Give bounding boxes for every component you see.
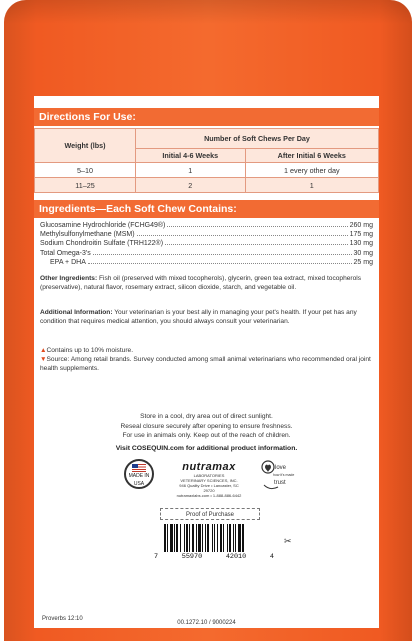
love-trust-logo xyxy=(260,459,296,493)
ingredient-name: Total Omega-3's xyxy=(40,249,91,257)
nutramax-sub2: VETERINARY SCIENCES, INC. xyxy=(180,478,238,483)
visit-website-text: Visit COSEQUIN.com for additional product information. xyxy=(115,445,298,452)
weight-cell: 5–10 xyxy=(35,163,136,178)
barcode-group-2: 42010 xyxy=(225,553,247,561)
made-in-usa-seal xyxy=(124,459,154,489)
storage-line: Reseal closure securely after opening to ensure freshness. xyxy=(120,422,293,430)
footnote-text: Contains up to 10% moisture. xyxy=(46,347,134,354)
ingredient-amount: 30 mg xyxy=(353,249,373,257)
love-text: love xyxy=(275,465,287,471)
table-row xyxy=(35,163,379,178)
directions-header: Directions For Use: xyxy=(34,108,379,126)
ingredient-name: Glucosamine Hydrochloride (FCHG49®) xyxy=(40,222,166,229)
additional-information xyxy=(40,308,375,326)
storage-line: Store in a cool, dry area out of direct sunlight. xyxy=(140,413,273,420)
table-row xyxy=(35,178,379,193)
dot-leader xyxy=(167,220,347,227)
nutramax-address: 946 Quality Drive • Lancaster, SC 29720 xyxy=(179,483,239,493)
scissors-icon: ✂ xyxy=(284,536,292,546)
trust-text: trust xyxy=(274,480,286,486)
love-subtext: how it's made xyxy=(273,473,295,477)
after-cell: 1 every other day xyxy=(245,163,378,178)
footnote-source xyxy=(40,355,375,373)
nutramax-wordmark: nutramax xyxy=(182,461,236,473)
barcode-bars xyxy=(164,524,268,552)
additional-info-label: Additional Information: xyxy=(40,309,113,316)
proverbs-text: Proverbs 12:10 xyxy=(42,616,83,622)
storage-instructions xyxy=(34,412,379,441)
other-ingredients xyxy=(40,274,375,292)
chews-per-day-header: Number of Soft Chews Per Day xyxy=(136,129,379,149)
nutramax-sub1: LABORATORIES xyxy=(193,473,225,478)
ingredient-line xyxy=(40,257,373,266)
barcode-digits xyxy=(154,553,274,561)
triangle-icon: ▲ xyxy=(40,347,47,354)
barcode-group-1: 55970 xyxy=(181,553,203,561)
usa-seal-text: MADE IN USA xyxy=(128,473,150,487)
ingredients-list xyxy=(40,220,373,266)
weight-cell: 11–25 xyxy=(35,178,136,193)
storage-line: For use in animals only. Keep out of the reach of children. xyxy=(122,432,291,439)
ingredient-amount: 260 mg xyxy=(349,222,373,229)
additional-info-text: Your veterinarian is your best ally in managing your pet's health. If your pet has any condition that requires medical attention, you should always consult your veterinarian. xyxy=(40,309,357,325)
barcode-right-digit: 4 xyxy=(269,553,274,561)
initial-cell: 2 xyxy=(136,178,246,193)
ingredients-header: Ingredients—Each Soft Chew Contains: xyxy=(34,200,379,218)
footnote-moisture xyxy=(40,346,375,355)
ingredient-line xyxy=(40,229,373,238)
ingredient-amount: 175 mg xyxy=(349,231,373,239)
ingredient-line xyxy=(40,248,373,257)
other-ingredients-text: Fish oil (preserved with mixed tocopherols), glycerin, green tea extract, mixed tocopherols (preservative), natural flavor, rosemary extract, silicon dioxide, starch, and vegetable oil. xyxy=(40,275,362,291)
upc-barcode xyxy=(154,524,274,562)
ingredient-line xyxy=(40,238,373,247)
bag-top-shading xyxy=(4,0,412,24)
after-cell: 1 xyxy=(245,178,378,193)
other-ingredients-label: Other Ingredients: xyxy=(40,275,98,282)
dot-leader xyxy=(165,238,348,245)
ingredient-name: EPA + DHA xyxy=(50,258,86,266)
directions-table xyxy=(34,128,379,193)
proof-of-purchase-box: Proof of Purchase xyxy=(160,508,260,520)
dot-leader xyxy=(137,229,348,236)
footnote-text: Source: Among retail brands. Survey conducted among small animal veterinarians who recommended oral joint health supplements. xyxy=(40,356,371,372)
logo-row xyxy=(34,459,379,499)
ingredient-amount: 25 mg xyxy=(353,258,373,266)
nutramax-contact: nutramaxlabs.com • 1-888-886-6442 xyxy=(176,493,242,498)
us-flag-icon xyxy=(132,464,146,472)
after-weeks-header: After Initial 6 Weeks xyxy=(245,149,378,163)
ingredient-line xyxy=(40,220,373,229)
initial-weeks-header: Initial 4-6 Weeks xyxy=(136,149,246,163)
ingredient-name: Methylsulfonylmethane (MSM) xyxy=(40,231,135,239)
ingredient-amount: 130 mg xyxy=(349,240,373,248)
nutramax-logo xyxy=(174,461,244,498)
lot-number: 00.1272.10 / 9000224 xyxy=(177,620,236,626)
heart-paw-icon xyxy=(260,459,296,493)
weight-column-header: Weight (lbs) xyxy=(35,129,136,163)
dot-leader xyxy=(93,248,352,255)
barcode-left-digit: 7 xyxy=(154,553,159,561)
ingredient-name: Sodium Chondroitin Sulfate (TRH122®) xyxy=(40,240,164,248)
back-label xyxy=(34,96,379,628)
initial-cell: 1 xyxy=(136,163,246,178)
dot-leader xyxy=(88,257,352,264)
barcode-bar xyxy=(244,524,245,552)
triangle-down-icon: ▼ xyxy=(40,356,47,363)
